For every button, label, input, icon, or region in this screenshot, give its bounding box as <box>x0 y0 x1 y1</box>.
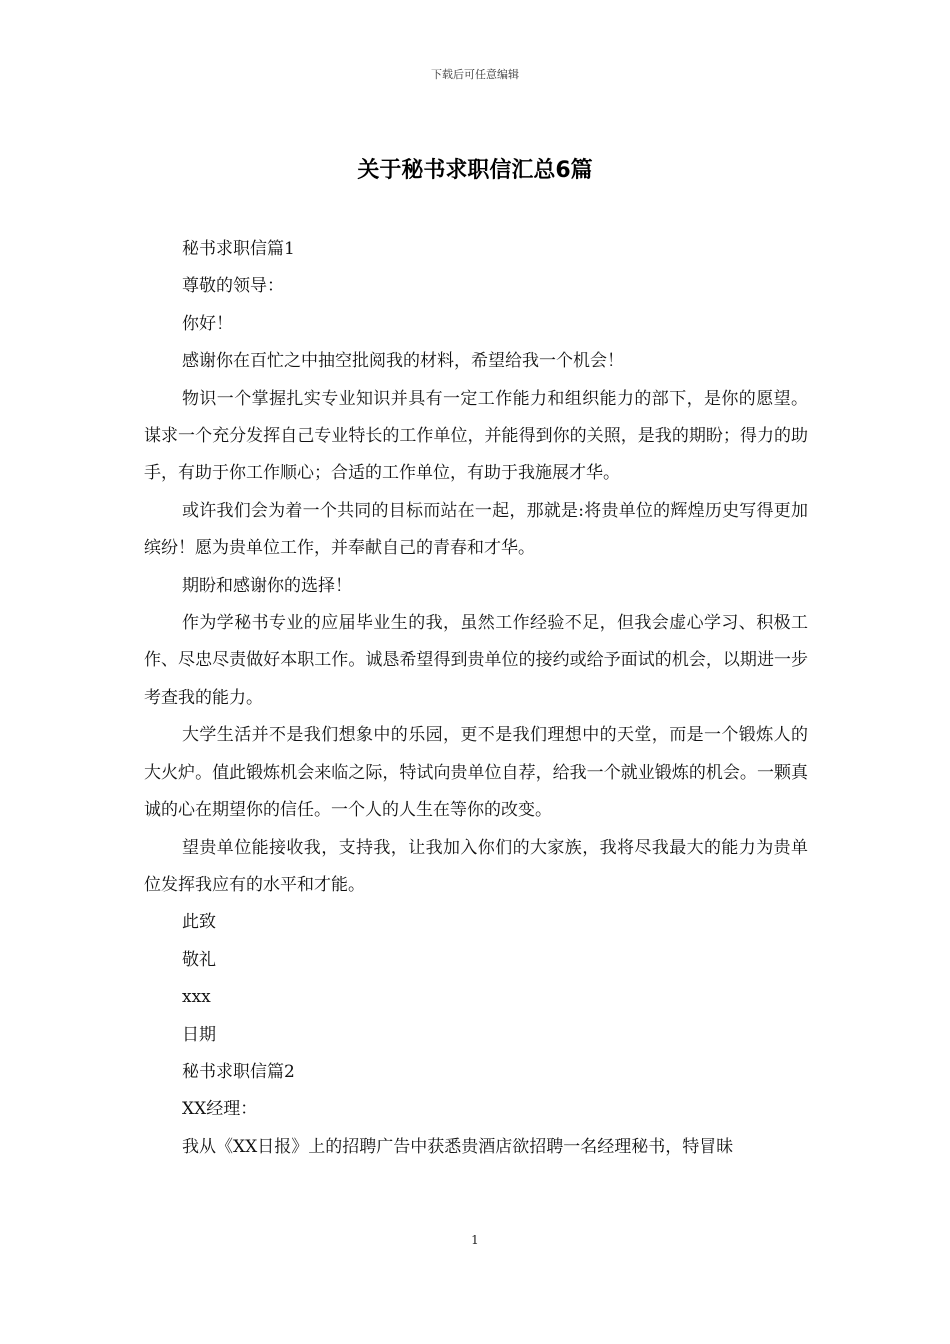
body-paragraph: 大学生活并不是我们想象中的乐园，更不是我们理想中的天堂，而是一个锻炼人的大火炉。值此锻炼机会来临之际，特试向贵单位自荐，给我一个就业锻炼的机会。一颗真诚的心在期望你的信任。一个人的人生在等你的改变。 <box>144 725 808 821</box>
body-paragraph: 作为学秘书专业的应届毕业生的我，虽然工作经验不足，但我会虚心学习、积极工作、尽忠尽责做好本职工作。诚恳希望得到贵单位的接约或给予面试的机会，以期进一步考查我的能力。 <box>144 613 808 708</box>
body-paragraph: 感谢你在百忙之中抽空批阅我的材料，希望给我一个机会！ <box>182 351 624 372</box>
document-title: 关于秘书求职信汇总6篇 <box>357 158 593 183</box>
page-number: 1 <box>471 1233 479 1247</box>
section-heading: 秘书求职信篇2 <box>182 1061 295 1082</box>
signature-date: 日期 <box>182 1024 216 1045</box>
document-body <box>144 231 808 1166</box>
closing-line: 敬礼 <box>182 949 216 970</box>
body-paragraph: 望贵单位能接收我，支持我，让我加入你们的大家族，我将尽我最大的能力为贵单位发挥我应有的水平和才能。 <box>144 837 808 895</box>
body-paragraph: 物识一个掌握扎实专业知识并具有一定工作能力和组织能力的部下，是你的愿望。谋求一个充分发挥自己专业特长的工作单位，并能得到你的关照，是我的期盼；得力的助手，有助于你工作顺心；合适的工作单位，有助于我施展才华。 <box>144 388 808 484</box>
body-paragraph: 期盼和感谢你的选择！ <box>182 575 352 596</box>
body-paragraph: 或许我们会为着一个共同的目标而站在一起，那就是:将贵单位的辉煌历史写得更加缤纷！愿为贵单位工作，并奉献自己的青春和才华。 <box>144 500 808 559</box>
salutation: 尊敬的领导： <box>182 276 284 297</box>
closing-line: 此致 <box>182 912 216 933</box>
signature-name: xxx <box>182 987 211 1008</box>
section-heading: 秘书求职信篇1 <box>182 239 295 259</box>
greeting: 你好！ <box>182 313 233 334</box>
salutation: XX经理： <box>182 1099 258 1120</box>
page-header: 下载后可任意编辑 <box>431 68 519 81</box>
body-paragraph: 我从《XX日报》上的招聘广告中获悉贵酒店欲招聘一名经理秘书，特冒昧 <box>182 1136 734 1157</box>
